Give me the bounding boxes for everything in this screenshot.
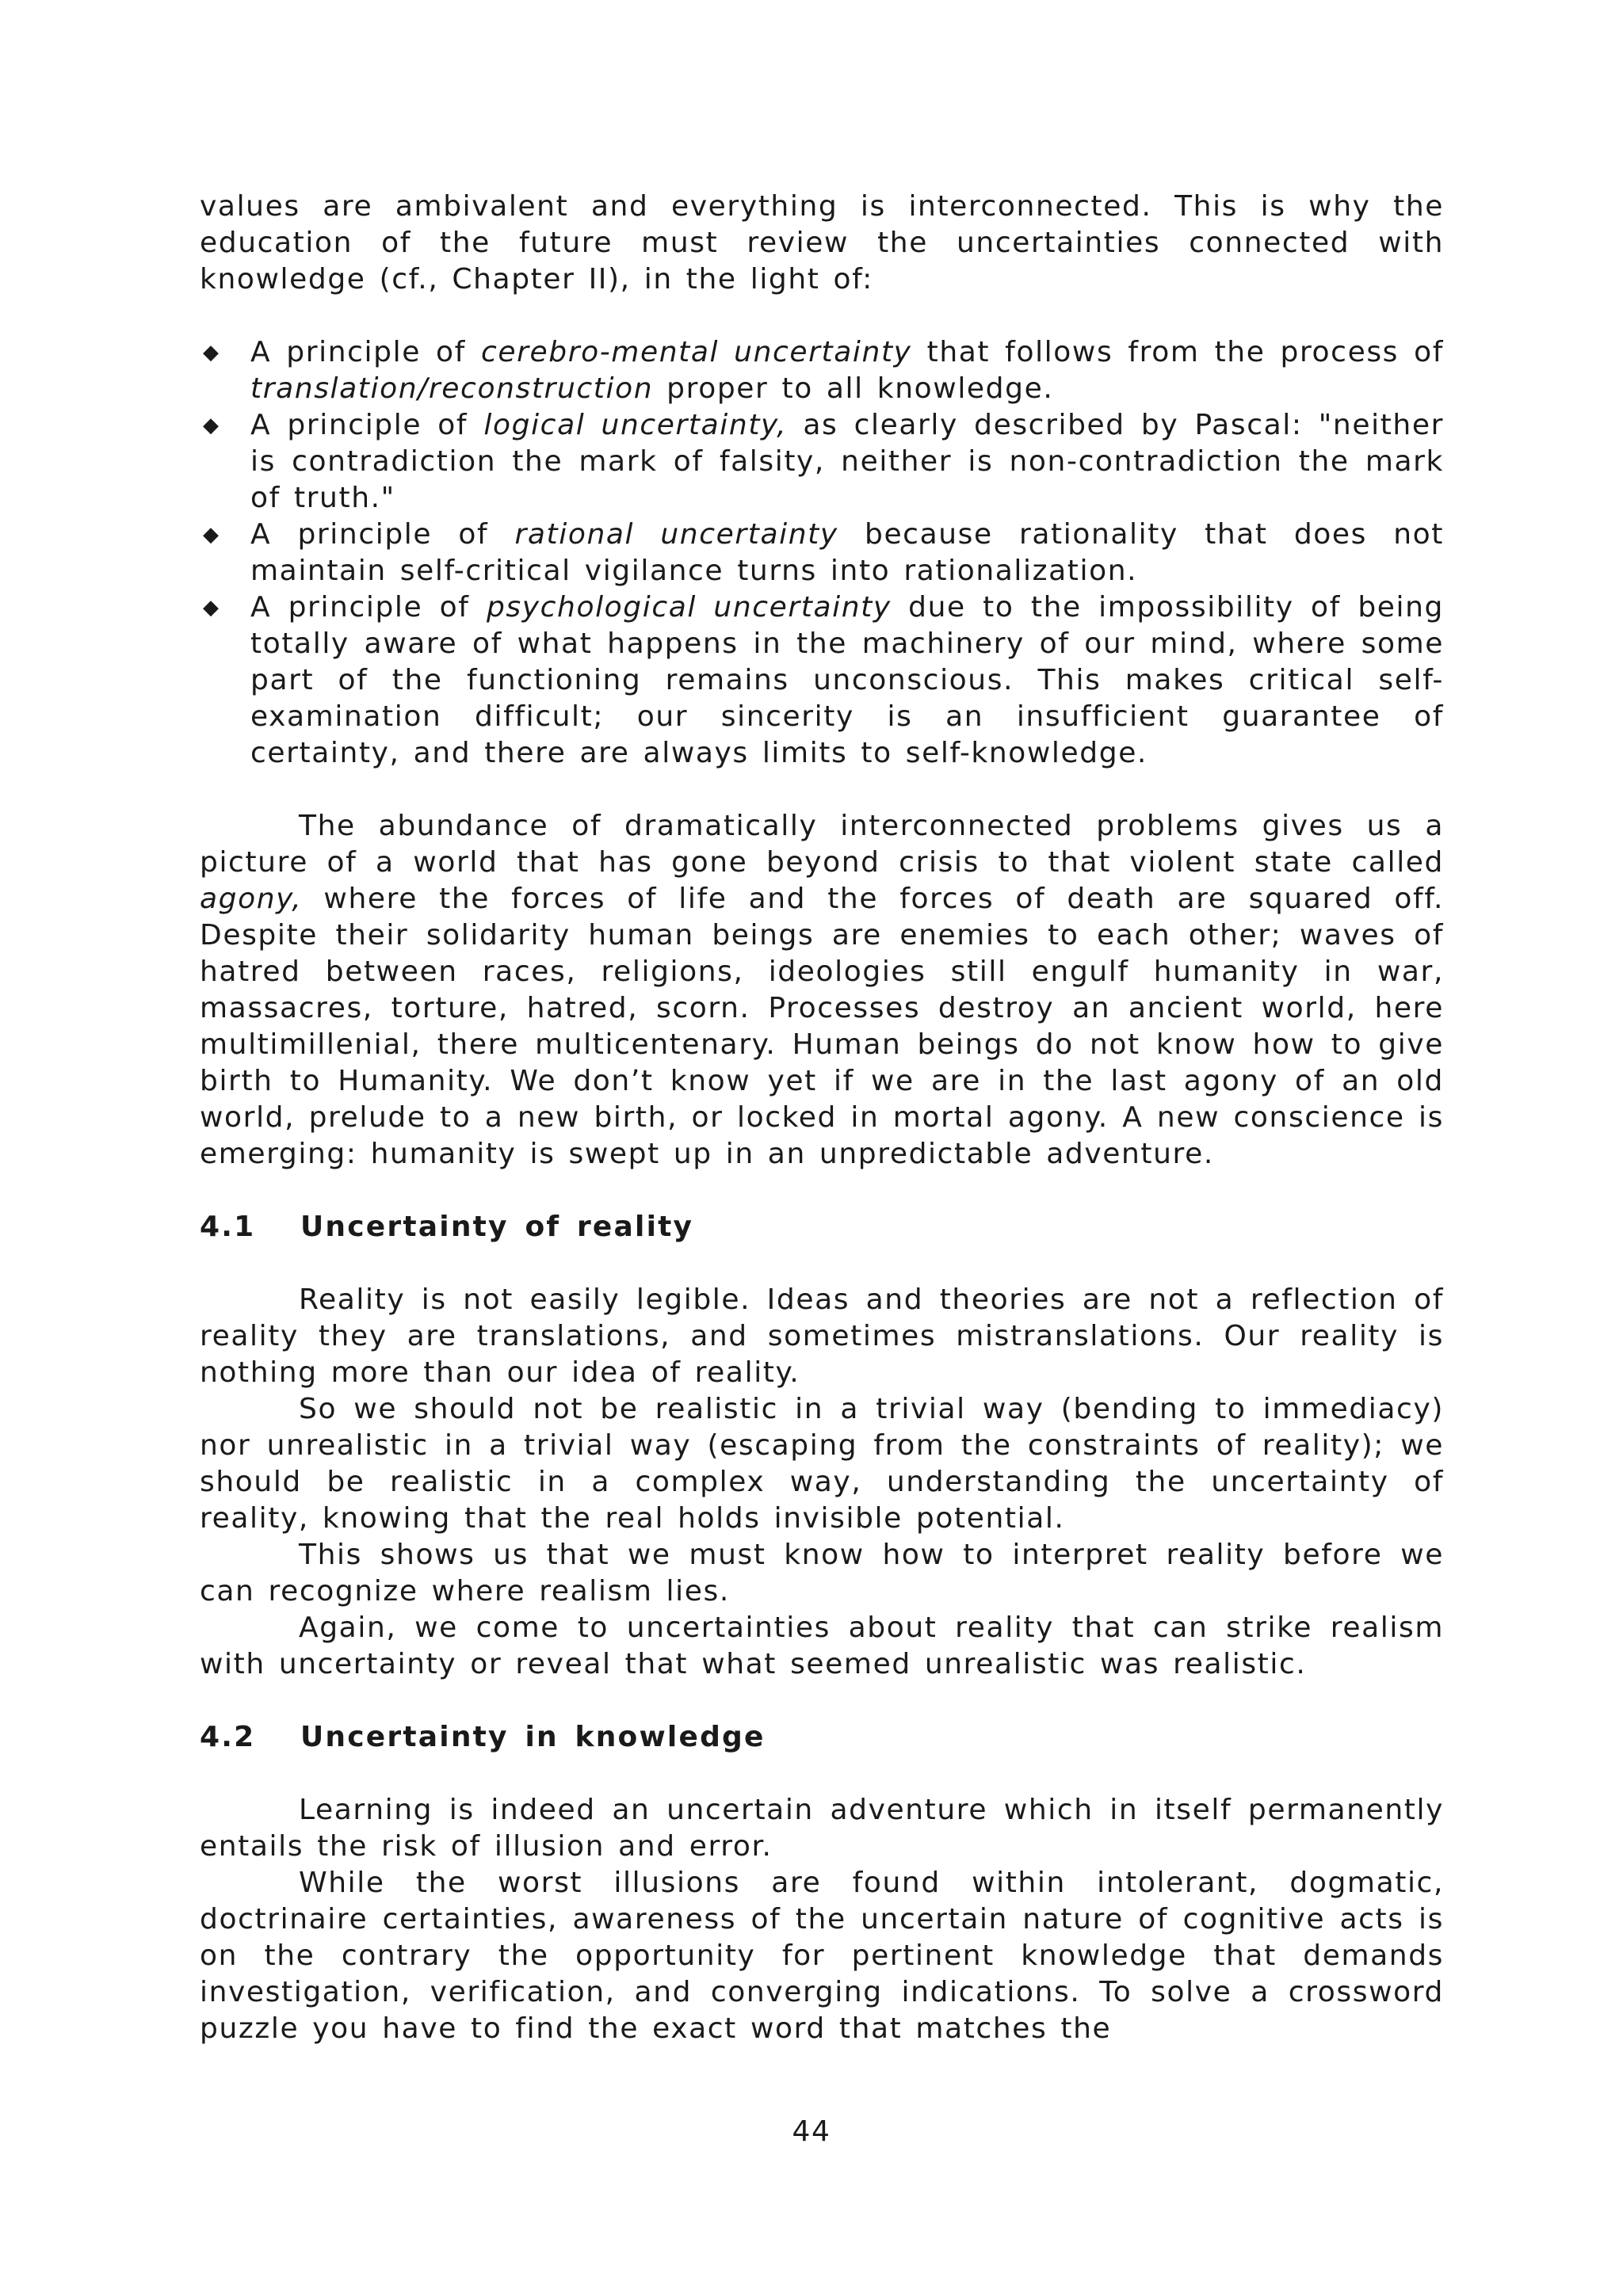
diamond-bullet-icon: ◆ <box>203 596 220 620</box>
body-paragraph: This shows us that we must know how to interpret reality before we can recognize where realism lies. <box>200 1539 1444 1608</box>
body-paragraph: Reality is not easily legible. Ideas and theories are not a reflection of reality they are translations, and sometimes mistranslations. Our reality is nothing more than our idea of reality. <box>200 1283 1444 1389</box>
spacer <box>200 1173 1444 1209</box>
page-number: 44 <box>792 2115 831 2148</box>
list-item <box>200 407 1444 517</box>
section-title: Uncertainty of reality <box>300 1211 694 1243</box>
spacer <box>200 772 1444 808</box>
list-item-emphasis: rational uncertainty <box>514 518 838 551</box>
body-paragraph: Learning is indeed an uncertain adventure which in itself permanently entails the risk of illusion and error. <box>200 1794 1444 1863</box>
agony-paragraph <box>200 808 1444 1173</box>
list-item-emphasis: cerebro-mental uncertainty <box>480 336 912 368</box>
paragraph-emphasis: agony, <box>200 883 303 915</box>
list-item-emphasis: translation/reconstruction <box>250 372 654 405</box>
list-item-text: A principle of <box>250 336 481 368</box>
intro-paragraph: values are ambivalent and everything is interconnected. This is why the education of the future must review the uncertainties connected with knowledge (cf., Chapter II), in the light of: <box>200 190 1444 296</box>
spacer <box>200 298 1444 334</box>
diamond-bullet-icon: ◆ <box>203 341 220 364</box>
section-heading-4-2 <box>200 1719 1444 1756</box>
list-item <box>200 589 1444 772</box>
diamond-bullet-icon: ◆ <box>203 523 220 547</box>
section-number: 4.1 <box>200 1211 256 1243</box>
paragraph-text: where the forces of life and the forces of death are squared off. Despite their solidarity human beings are enemies to each other; waves of hatred between races, religions, ideologies still engulf humanity in war, massacres, torture, hatred, scorn. Processes destroy an ancient world, here multimillenial, there multicentenary. Human beings do not know how to give birth to Humanity. We don’t know yet if we are in the last agony of an old world, prelude to a new birth, or locked in mortal agony. A new conscience is emerging: humanity is swept up in an unpredictable adventure. <box>200 883 1444 1170</box>
list-item-text: due to the impossibility of being totally aware of what happens in the machinery of our mind, where some part of the functioning remains unconscious. This makes critical self-examination difficult; our sincerity is an insufficient guarantee of certainty, and there are always limits to self-knowledge. <box>250 591 1444 769</box>
body-paragraph: So we should not be realistic in a trivial way (bending to immediacy) nor unrealistic in a trivial way (escaping from the constraints of reality); we should be realistic in a complex way, understanding the uncertainty of reality, knowing that the real holds invisible potential. <box>200 1393 1444 1535</box>
document-page <box>200 189 1444 2047</box>
section-title: Uncertainty in knowledge <box>300 1721 766 1753</box>
list-item <box>200 334 1444 407</box>
list-item-text: A principle of <box>250 409 484 441</box>
section-heading-4-1 <box>200 1209 1444 1245</box>
body-paragraph: While the worst illusions are found within intolerant, dogmatic, doctrinaire certainties, awareness of the uncertain nature of cognitive acts is on the contrary the opportunity for pertinent knowledge that demands investigation, verification, and converging indications. To solve a crossword puzzle you have to find the exact word that matches the <box>200 1867 1444 2045</box>
list-item-text: because rationality that does not maintain self-critical vigilance turns into rationalization. <box>250 518 1444 587</box>
spacer <box>200 1683 1444 1719</box>
list-item-text: A principle of <box>250 591 487 624</box>
diamond-bullet-icon: ◆ <box>203 414 220 437</box>
paragraph-text: The abundance of dramatically interconnected problems gives us a picture of a world that has gone beyond crisis to that violent state called <box>200 810 1444 879</box>
spacer <box>200 1245 1444 1282</box>
section-number: 4.2 <box>200 1721 256 1753</box>
list-item <box>200 517 1444 589</box>
list-item-text: A principle of <box>250 518 515 551</box>
list-item-emphasis: psychological uncertainty <box>486 591 892 624</box>
list-item-text: as clearly described by Pascal: "neither is contradiction the mark of falsity, neither is non-contradiction the mark of truth." <box>250 409 1444 514</box>
uncertainty-principles-list <box>200 334 1444 772</box>
body-paragraph: Again, we come to uncertainties about reality that can strike realism with uncertainty or reveal that what seemed unrealistic was realistic. <box>200 1611 1444 1680</box>
spacer <box>200 1756 1444 1792</box>
list-item-text: proper to all knowledge. <box>653 372 1054 405</box>
list-item-text: that follows from the process of <box>911 336 1444 368</box>
list-item-emphasis: logical uncertainty, <box>483 409 788 441</box>
